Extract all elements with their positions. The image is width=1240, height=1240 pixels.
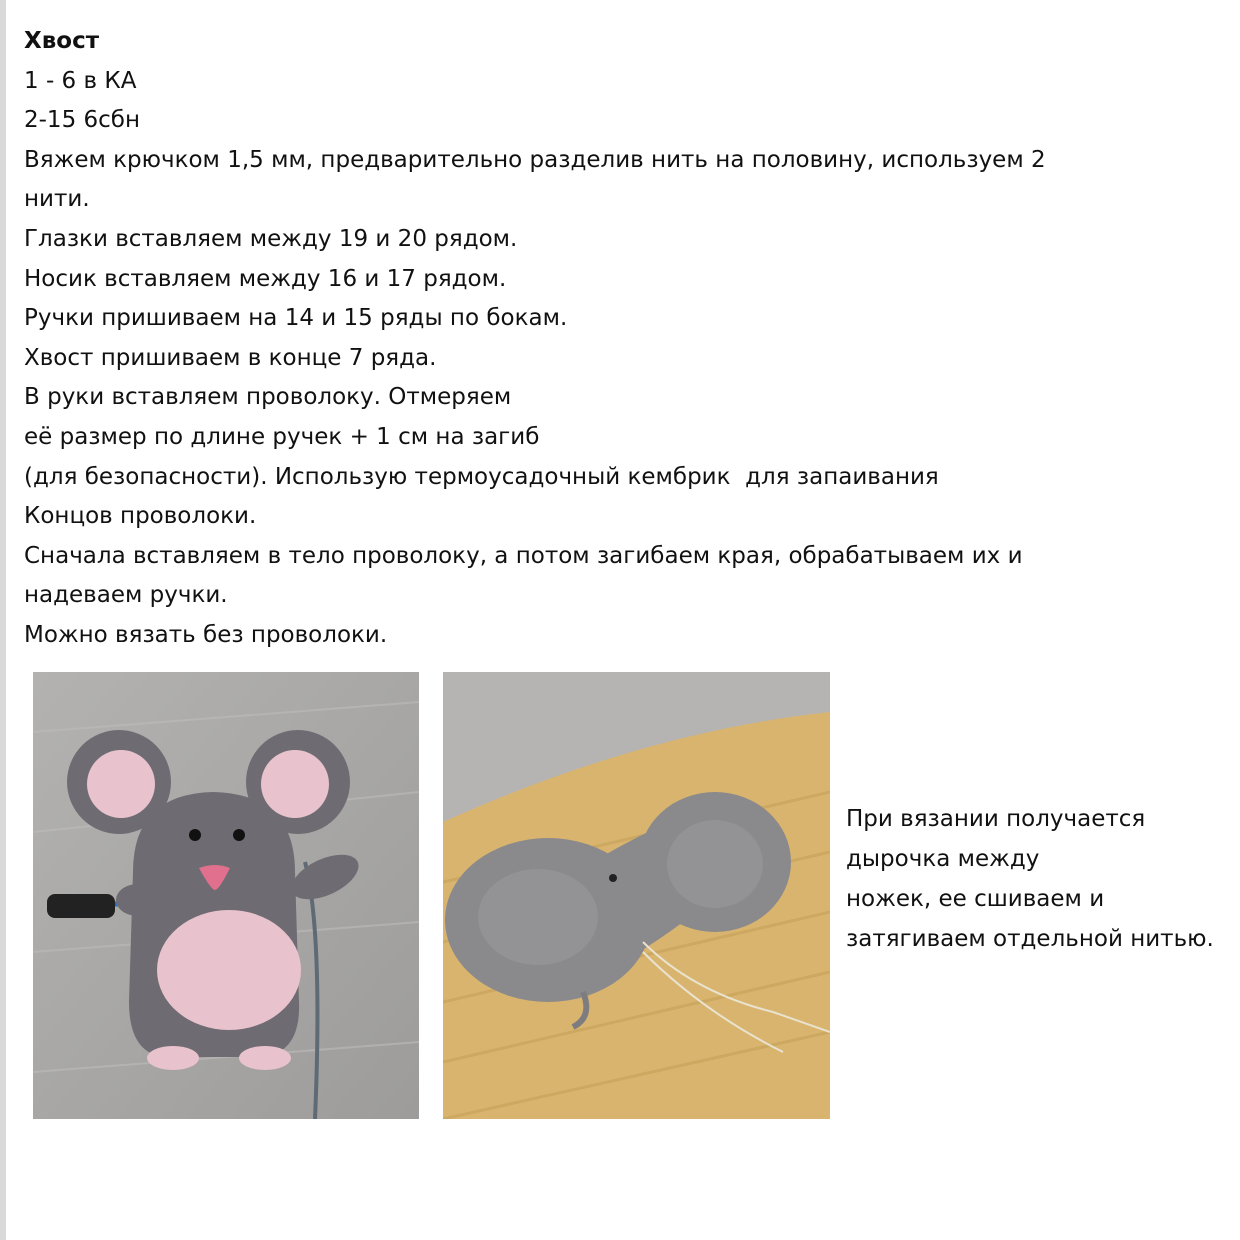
section-title: Хвост bbox=[24, 28, 100, 54]
instruction-line: Хвост пришиваем в конце 7 ряда. bbox=[24, 344, 437, 371]
instruction-line: (для безопасности). Использую термоусадочный кембрик для запаивания bbox=[24, 463, 939, 490]
instruction-line: Можно вязать без проволоки. bbox=[24, 621, 388, 648]
instruction-line: нити. bbox=[24, 186, 90, 213]
instructions-text bbox=[24, 22, 1214, 656]
instruction-line: Носик вставляем между 16 и 17 рядом. bbox=[24, 265, 507, 292]
page-left-border bbox=[0, 0, 6, 1240]
legs-piece-photo bbox=[443, 672, 830, 1119]
instruction-line: надеваем ручки. bbox=[24, 582, 228, 609]
photo-caption bbox=[846, 799, 1236, 959]
caption-line: При вязании получается bbox=[846, 806, 1146, 832]
instruction-line: Ручки пришиваем на 14 и 15 ряды по бокам. bbox=[24, 305, 568, 332]
instruction-line: Вяжем крючком 1,5 мм, предварительно разделив нить на половину, используем 2 bbox=[24, 146, 1046, 173]
caption-line: ножек, ее сшиваем и bbox=[846, 886, 1105, 912]
instruction-line: 2-15 6сбн bbox=[24, 107, 141, 134]
caption-line: затягиваем отдельной нитью. bbox=[846, 926, 1214, 952]
instruction-line: Глазки вставляем между 19 и 20 рядом. bbox=[24, 225, 518, 252]
instruction-line: 1 - 6 в КА bbox=[24, 67, 137, 94]
instruction-line: её размер по длине ручек + 1 см на загиб bbox=[24, 423, 540, 450]
instruction-line: Сначала вставляем в тело проволоку, а потом загибаем края, обрабатываем их и bbox=[24, 542, 1023, 569]
mouse-toy-photo bbox=[33, 672, 419, 1119]
instruction-line: В руки вставляем проволоку. Отмеряем bbox=[24, 384, 512, 411]
caption-line: дырочка между bbox=[846, 846, 1040, 872]
instruction-line: Концов проволоки. bbox=[24, 503, 257, 530]
